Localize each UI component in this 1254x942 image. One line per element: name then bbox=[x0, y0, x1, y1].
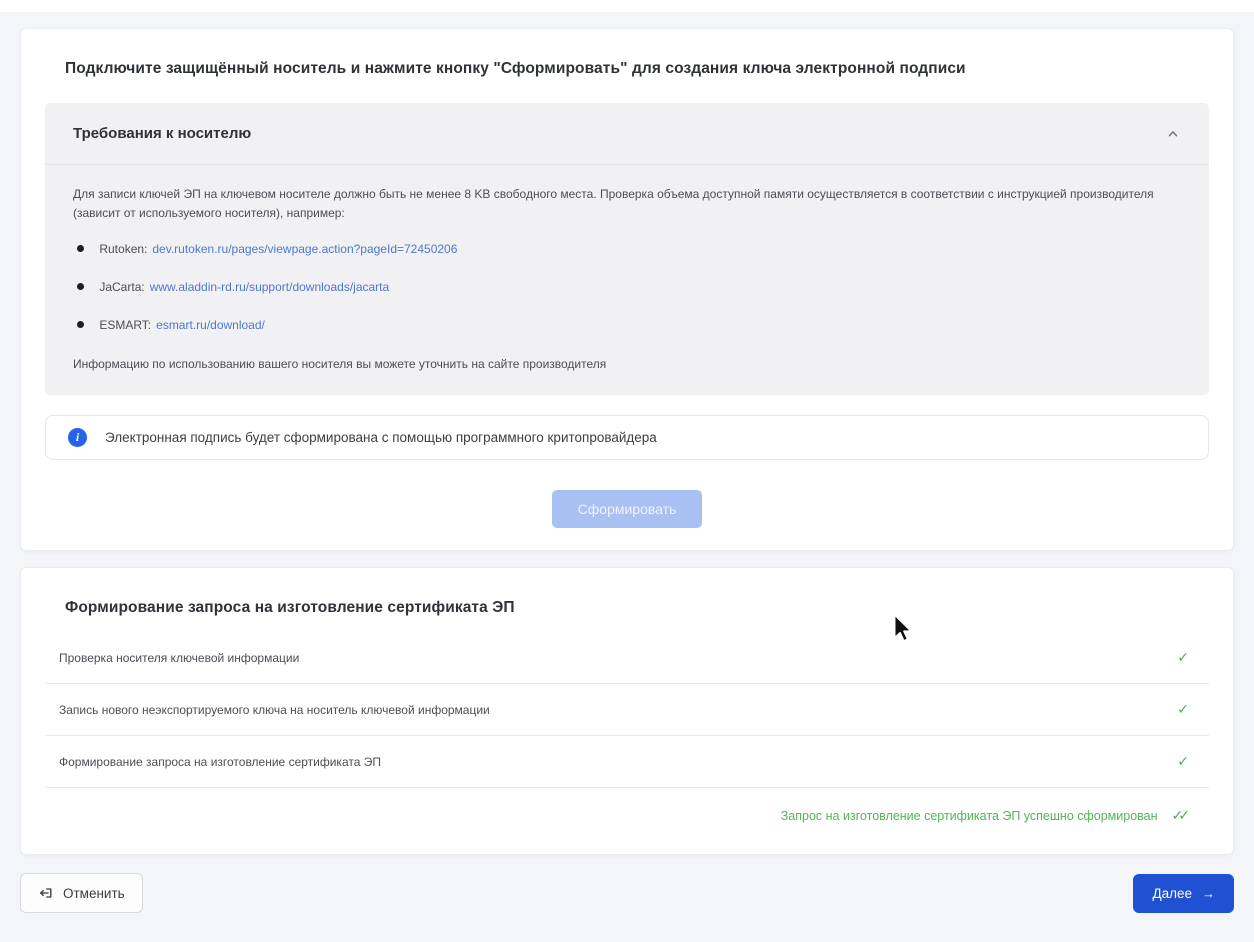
step-label: Запись нового неэкспортируемого ключа на носитель ключевой информации bbox=[59, 702, 490, 717]
accordion-intro-text: Для записи ключей ЭП на ключевом носителе должно быть не менее 8 KB свободного места. Проверка объема доступной памяти осуществляется в соответствии с инструкцией производителя (зависит от используемого носителя), например: bbox=[73, 187, 1154, 221]
footer-actions bbox=[20, 873, 1234, 913]
arrow-right-icon: → bbox=[1202, 885, 1215, 901]
step-row-media-check bbox=[45, 632, 1209, 684]
info-alert-text: Электронная подпись будет сформирована с помощью программного критопровайдера bbox=[105, 430, 657, 446]
result-row bbox=[45, 788, 1209, 840]
progress-steps-list bbox=[45, 632, 1209, 840]
link-label: ESMART: bbox=[99, 318, 152, 333]
accordion-outro-text: Информацию по использованию вашего носителя вы можете уточнить на сайте производителя bbox=[73, 357, 607, 372]
step-label: Формирование запроса на изготовление сертификата ЭП bbox=[59, 754, 381, 769]
create-signature-card bbox=[20, 28, 1234, 551]
link-label: Rutoken: bbox=[99, 242, 148, 257]
step-label: Проверка носителя ключевой информации bbox=[59, 650, 300, 665]
rutoken-link[interactable]: dev.rutoken.ru/pages/viewpage.action?pageId=72450206 bbox=[152, 242, 458, 257]
page-title: Подключите защищённый носитель и нажмите кнопку "Сформировать" для создания ключа электронной подписи bbox=[65, 60, 966, 77]
list-item-rutoken bbox=[77, 241, 1181, 257]
accordion-title: Требования к носителю bbox=[73, 125, 252, 142]
cancel-label: Отменить bbox=[63, 885, 125, 901]
step-row-key-write bbox=[45, 684, 1209, 736]
link-label: JaCarta: bbox=[99, 280, 145, 295]
step-row-request-forming bbox=[45, 736, 1209, 788]
double-check-icon: ✓✓ bbox=[1171, 807, 1185, 824]
accordion-header[interactable] bbox=[45, 103, 1209, 165]
next-button[interactable] bbox=[1133, 874, 1234, 913]
generate-button[interactable]: Сформировать bbox=[552, 490, 703, 528]
generate-button-row bbox=[45, 490, 1209, 528]
info-alert bbox=[45, 415, 1209, 460]
media-links-list bbox=[73, 241, 1181, 333]
cancel-button[interactable] bbox=[20, 873, 143, 913]
requirements-accordion bbox=[45, 103, 1209, 395]
success-message: Запрос на изготовление сертификата ЭП успешно сформирован bbox=[780, 808, 1158, 823]
certificate-request-card bbox=[20, 567, 1234, 855]
progress-card-title: Формирование запроса на изготовление сертификата ЭП bbox=[65, 599, 515, 617]
accordion-body bbox=[45, 165, 1209, 395]
jacarta-link[interactable]: www.aladdin-rd.ru/support/downloads/jacarta bbox=[149, 280, 390, 295]
list-item-esmart bbox=[77, 317, 1181, 333]
chevron-up-icon[interactable] bbox=[1165, 126, 1181, 142]
esmart-link[interactable]: esmart.ru/download/ bbox=[156, 318, 265, 333]
list-item-jacarta bbox=[77, 279, 1181, 295]
check-icon: ✓ bbox=[1177, 701, 1189, 718]
check-icon: ✓ bbox=[1177, 753, 1189, 770]
next-label: Далее bbox=[1152, 885, 1192, 901]
check-icon: ✓ bbox=[1177, 649, 1189, 666]
info-icon: i bbox=[68, 428, 87, 447]
exit-icon bbox=[38, 885, 54, 901]
